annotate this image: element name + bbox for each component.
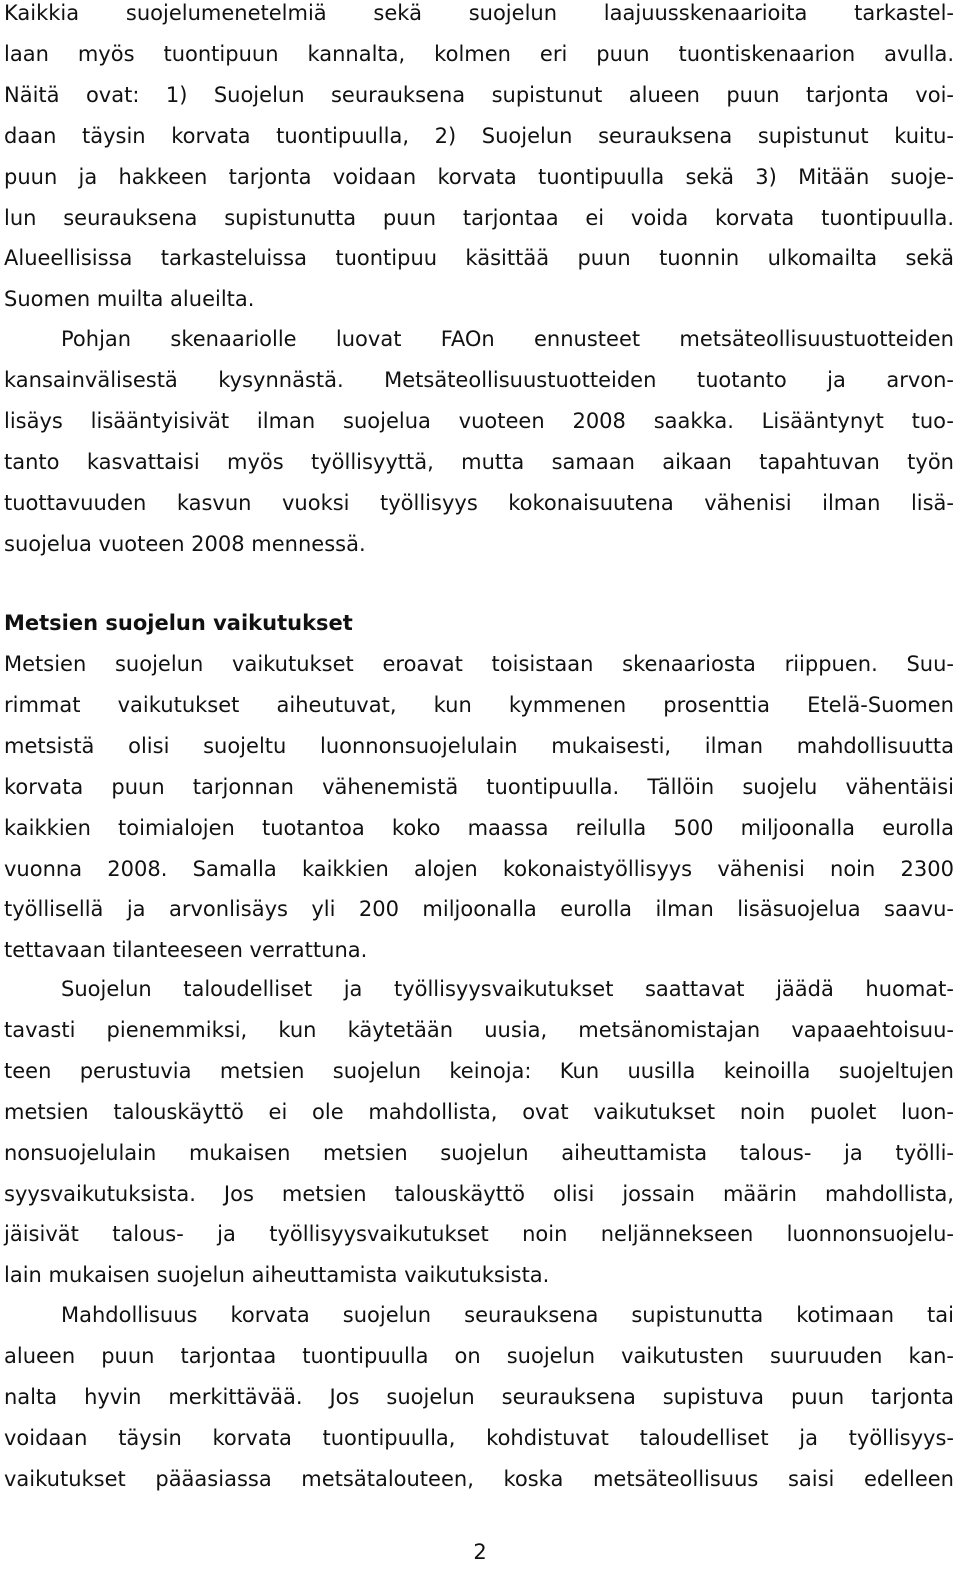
text-line: Suomen muilta alueilta. [4,287,255,312]
text-line: kaikkien toimialojen tuotantoa koko maassa reilulla 500 miljoonalla eurolla [4,815,954,840]
text-line: vuonna 2008. Samalla kaikkien alojen kokonaistyöllisyys vähenisi noin 2300 [4,856,954,881]
text-line: tavasti pienemmiksi, kun käytetään uusia, metsänomistajan vapaaehtoisuu- [4,1017,954,1042]
text-line: tuottavuuden kasvun vuoksi työllisyys kokonaisuutena vähenisi ilman lisä- [4,490,954,515]
text-line: nalta hyvin merkittävää. Jos suojelun seurauksena supistuva puun tarjonta [4,1384,954,1409]
paragraph-effects-overview [4,644,954,971]
text-line: metsien talouskäyttö ei ole mahdollista, ovat vaikutukset noin puolet luon- [4,1099,954,1124]
text-line: nonsuojelulain mukaisen metsien suojelun aiheuttamista talous- ja työlli- [4,1140,954,1165]
text-line: Suojelun taloudelliset ja työllisyysvaikutukset saattavat jäädä huomat- [61,977,954,1001]
text-line: lain mukaisen suojelun aiheuttamista vaikutuksista. [4,1263,550,1288]
page-number: 2 [473,1540,487,1564]
paragraph-import-scenarios [4,0,954,320]
text-line: jäisivät talous- ja työllisyysvaikutukset noin neljännekseen luonnonsuojelu- [4,1222,954,1247]
text-line: Alueellisissa tarkasteluissa tuontipuu käsittää puun tuonnin ulkomailta sekä [4,246,954,271]
text-line: Mahdollisuus korvata suojelun seurauksena supistunutta kotimaan tai [61,1303,954,1327]
text-line: kansainvälisestä kysynnästä. Metsäteollisuustuotteiden tuotanto ja arvon- [4,367,954,392]
paragraph-fao-baseline [4,319,954,564]
text-line: Näitä ovat: 1) Suojelun seurauksena supistunut alueen puun tarjonta voi- [4,82,954,107]
text-line: vaikutukset pääasiassa metsätalouteen, koska metsäteollisuus saisi edelleen [4,1466,954,1491]
text-line: lisäys lisääntyisivät ilman suojelua vuoteen 2008 saakka. Lisääntynyt tuo- [4,408,954,433]
text-line: teen perustuvia metsien suojelun keinoja: Kun uusilla keinoilla suojeltujen [4,1058,954,1083]
paragraph-voluntary-methods [4,969,954,1296]
text-line: laan myös tuontipuun kannalta, kolmen eri puun tuontiskenaarion avulla. [4,41,954,66]
section-heading: Metsien suojelun vaikutukset [4,611,353,635]
text-line: tanto kasvattaisi myös työllisyyttä, mutta samaan aikaan tapahtuvan työn [4,449,954,474]
text-line: syysvaikutuksista. Jos metsien talouskäyttö olisi jossain määrin mahdollista, [4,1181,954,1206]
text-line: lun seurauksena supistunutta puun tarjontaa ei voida korvata tuontipuulla. [4,205,954,230]
text-line: tettavaan tilanteeseen verrattuna. [4,938,368,963]
text-line: metsistä olisi suojeltu luonnonsuojelulain mukaisesti, ilman mahdollisuutta [4,733,954,758]
document-page [4,0,954,1570]
text-line: puun ja hakkeen tarjonta voidaan korvata tuontipuulla sekä 3) Mitään suoje- [4,164,954,189]
text-line: työllisellä ja arvonlisäys yli 200 miljoonalla eurolla ilman lisäsuojelua saavu- [4,897,954,922]
text-line: Metsien suojelun vaikutukset eroavat toisistaan skenaariosta riippuen. Suu- [4,652,954,676]
text-line: alueen puun tarjontaa tuontipuulla on suojelun vaikutusten suuruuden kan- [4,1343,954,1368]
text-line: rimmat vaikutukset aiheutuvat, kun kymmenen prosenttia Etelä-Suomen [4,692,954,717]
text-line: Pohjan skenaariolle luovat FAOn ennusteet metsäteollisuustuotteiden [61,327,954,351]
text-line: korvata puun tarjonnan vähenemistä tuontipuulla. Tällöin suojelu vähentäisi [4,774,954,799]
text-line: daan täysin korvata tuontipuulla, 2) Suojelun seurauksena supistunut kuitu- [4,123,954,148]
text-line: suojelua vuoteen 2008 mennessä. [4,531,366,556]
paragraph-import-substitution [4,1295,954,1500]
text-line: Kaikkia suojelumenetelmiä sekä suojelun laajuusskenaarioita tarkastel- [4,1,954,25]
text-line: voidaan täysin korvata tuontipuulla, kohdistuvat taloudelliset ja työllisyys- [4,1425,954,1450]
